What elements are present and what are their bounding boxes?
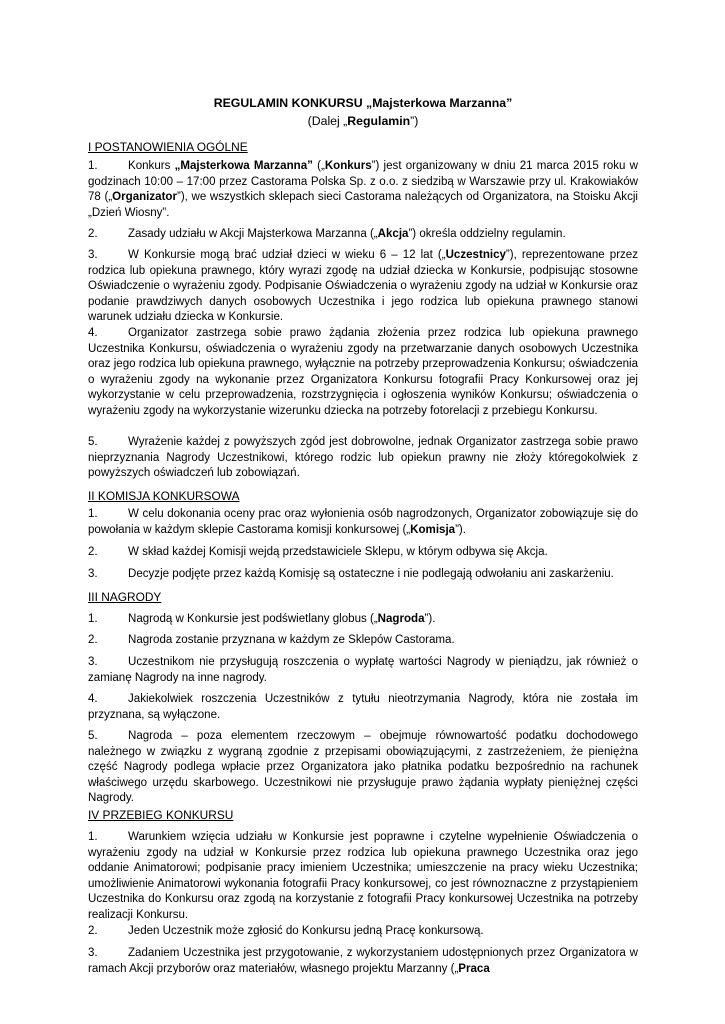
paragraph-text: W Konkursie mogą brać udział dzieci w wieku 6 – 12 lat („ [128,249,446,261]
paragraph-number: 1. [88,160,98,172]
paragraph-number: 2. [88,546,98,558]
paragraph-text: W skład każdej Komisji wejdą przedstawiciele Sklepu, w którym odbywa się Akcja. [128,546,548,558]
paragraph-number: 1. [88,831,98,843]
paragraph-bold: Konkurs [324,160,372,172]
paragraph-bold: Organizator [112,191,177,203]
paragraph-number: 4. [88,693,98,705]
document-subtitle [88,114,638,128]
paragraph-number: 3. [88,947,98,959]
section-heading-prizes: III NAGRODY [88,590,162,604]
paragraph-number: 2. [88,634,98,646]
section-heading-course: IV PRZEBIEG KONKURSU [88,808,234,822]
paragraph-text: Wyrażenie każdej z powyższych zgód jest dobrowolne, jednak Organizator zastrzega sobie prawo nieprzyznania Nagrody Uczestnikowi, którego rodzic lub opiekun prawny nie złoży któregokolwiek z powyższych oświadczeń lub zobowiązań. [88,436,638,479]
paragraph-text: ”). [455,523,466,536]
section-heading-committee: II KOMISJA KONKURSOWA [88,489,240,503]
paragraph-text: Nagroda zostanie przyznana w każdym ze Sklepów Castorama. [128,634,455,646]
paragraph-number: 1. [88,613,98,625]
paragraph-1-3 [88,248,638,326]
paragraph-text: Organizator zastrzega sobie prawo żądania złożenia przez rodzica lub opiekuna prawnego Uczestnika Konkursu, oświadczenia o wyrażeniu zgody na przetwarzanie danych osobowych Uczestnika oraz jego rodzica lub opiekuna prawnego, wyłącznie na potrzeby przeprowadzenia Konkursu; oświadczenia o wyrażeniu zgody na wykonanie przez Organizatora Konkursu fotografii Pracy Konkursowej oraz jej wykorzystanie w celu przeprowadzenia, rozstrzygnięcia i ogłoszenia wyników Konkursu; oświadczenia o wyrażeniu zgody na wykorzystanie wizerunku dziecka na potrzeby fotorelacji z przebiegu Konkursu. [88,327,638,417]
paragraph-bold: Akcja [377,228,409,240]
paragraph-text: ”), we wszystkich sklepach sieci Castorama należących od Organizatora, na Stoisku Akcji „Dzień Wiosny”. [88,191,638,219]
paragraph-text: Nagroda – poza elementem rzeczowym – obejmuje równowartość podatku dochodowego należnego w związku z wygraną zgodnie z przepisami obowiązującymi, z zastrzeżeniem, że pieniężna część Nagrody podlega wpłacie przez Organizatora jako płatnika podatku bezpośrednio na rachunek właściwego urzędu skarbowego. Uczestnikowi nie przysługuje prawo żądania wypłaty pieniężnej części Nagrody. [88,730,638,804]
paragraph-4-1 [88,830,638,923]
paragraph-text: („ [312,160,325,172]
paragraph-3-3 [88,655,638,686]
paragraph-1-1 [88,159,638,221]
paragraph-number: 4. [88,327,98,339]
paragraph-bold: Praca [458,962,490,975]
paragraph-3-4 [88,692,638,723]
paragraph-text: W celu dokonania oceny prac oraz wyłonienia osób nagrodzonych, Organizator zobowiązuje się do powołania w każdym sklepie Castorama komisji konkursowej („ [88,508,638,536]
paragraph-text: Konkurs [128,160,175,172]
paragraph-text: ”), reprezentowane przez rodzica lub opiekuna prawnego, który wyrazi zgodę na udział dziecka w Konkursie, podpisując stosowne Oświadczenie o wyrażeniu zgody. Podpisanie Oświadczenia o wyrażeniu zgody na udział w Konkursie oraz podanie prawdziwych danych osobowych Uczestnika i jego rodzica lub opiekuna prawnego stanowi warunek udziału dziecka w Konkursie. [88,249,639,323]
paragraph-3-1 [88,612,638,628]
paragraph-bold: Nagroda [377,613,425,625]
paragraph-number: 1. [88,508,98,520]
paragraph-text: Decyzje podjęte przez każdą Komisję są ostateczne i nie podlegają odwołaniu ani zaskarżeniu. [128,568,614,580]
paragraph-text: Zadaniem Uczestnika jest przygotowanie, z wykorzystaniem udostępnionych przez Organizatora w ramach Akcji przyborów oraz materiałów, własnego projektu Marzanny („ [88,947,638,975]
paragraph-text: ”) określa oddzielny regulamin. [408,228,566,240]
paragraph-bold: Komisja [410,523,456,536]
subtitle-post: ”) [410,114,419,128]
paragraph-number: 3. [88,656,98,668]
paragraph-text: Nagrodą w Konkursie jest podświetlany globus („ [128,613,378,625]
paragraph-text: Warunkiem wzięcia udziału w Konkursie jest poprawne i czytelne wypełnienie Oświadczenia o wyrażeniu zgody na udział w Konkursie przez rodzica lub opiekuna prawnego Uczestnika oraz jego oddanie Animatorowi; podpisanie pracy imieniem Uczestnika; umieszczenie na pracy wieku Uczestnika; umożliwienie Animatorowi wykonania fotografii Pracy konkursowej, co jest równoznaczne z przystąpieniem Uczestnika do Konkursu oraz zgodą na korzystanie z fotografii Pracy konkursowej Uczestnika na potrzeby realizacji Konkursu. [88,831,638,921]
paragraph-3-2 [88,633,638,649]
paragraph-text: Jeden Uczestnik może zgłosić do Konkursu jedną Pracę konkursową. [128,925,484,937]
paragraph-number: 5. [88,436,98,448]
paragraph-text: ”). [424,613,436,625]
document-title: REGULAMIN KONKURSU „Majsterkowa Marzanna” [213,96,513,110]
paragraph-4-2 [88,924,638,940]
paragraph-1-2 [88,227,638,243]
paragraph-number: 2. [88,228,98,240]
paragraph-2-3 [88,567,638,583]
paragraph-number: 3. [88,568,98,580]
paragraph-number: 2. [88,925,98,937]
subtitle-pre: (Dalej „ [307,114,348,128]
subtitle-bold: Regulamin [347,114,411,128]
paragraph-text: Uczestnikom nie przysługują roszczenia o wypłatę wartości Nagrody w pieniądzu, jak również o zamianę Nagrody na inne nagrody. [88,656,638,684]
paragraph-2-1 [88,507,638,538]
paragraph-bold: „Majsterkowa Marzanna” [174,160,313,172]
paragraph-1-5 [88,435,638,482]
paragraph-number: 5. [88,730,98,742]
paragraph-number: 3. [88,249,98,261]
paragraph-text: ”) jest organizowany w dniu 21 marca 2015 roku w godzinach 10:00 – 17:00 przez Castorama Polska Sp. z o.o. z siedzibą w Warszawie przy ul. Krakowiaków 78 („ [88,160,638,203]
section-heading-general: I POSTANOWIENIA OGÓLNE [88,140,248,154]
paragraph-text: Zasady udziału w Akcji Majsterkowa Marzanna („ [128,228,378,240]
paragraph-3-5 [88,729,638,807]
paragraph-2-2 [88,545,638,561]
paragraph-4-3 [88,946,638,977]
paragraph-bold: Uczestnicy [445,249,506,261]
paragraph-1-4 [88,326,638,419]
paragraph-text: Jakiekolwiek roszczenia Uczestników z tytułu nieotrzymania Nagrody, która nie została im przyznana, są wyłączone. [88,693,638,721]
